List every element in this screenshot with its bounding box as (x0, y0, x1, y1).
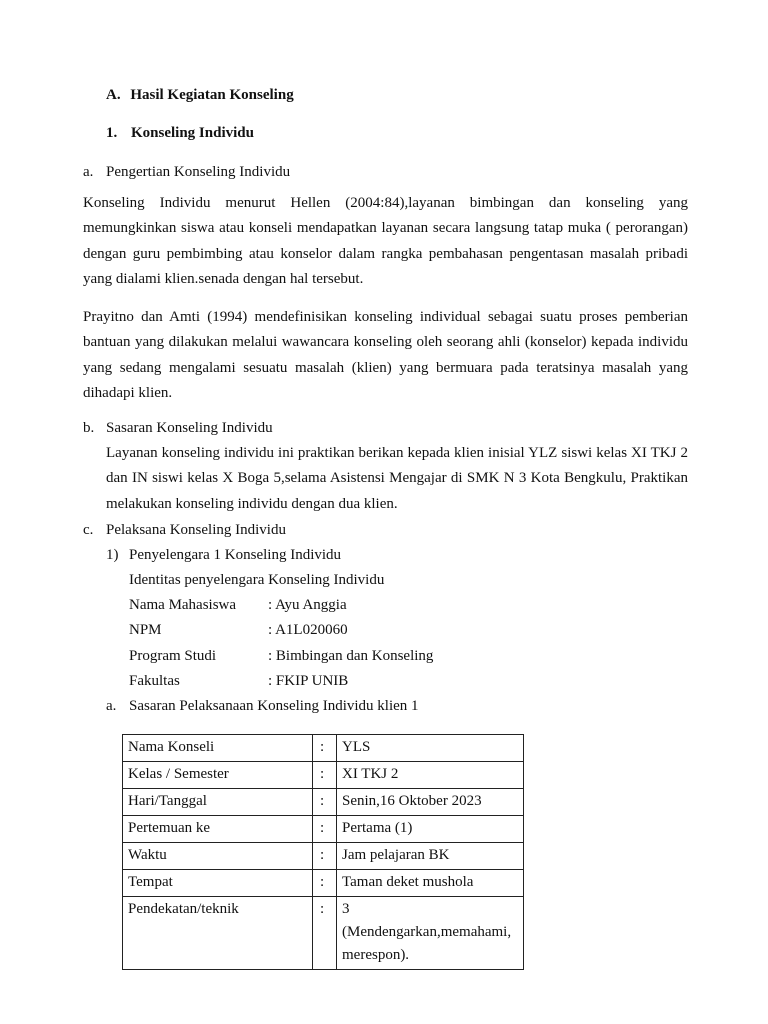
identity-value: : Ayu Anggia (268, 597, 347, 613)
item-b-heading (83, 420, 273, 437)
sub-item-1-title: Penyelengara 1 Konseling Individu (129, 547, 342, 563)
identity-value: : A1L020060 (268, 622, 348, 638)
table-cell-label: Tempat (123, 870, 313, 897)
table-cell-separator: : (313, 735, 337, 762)
identity-value: : FKIP UNIB (268, 673, 349, 689)
table-cell-value: Pertama (1) (337, 816, 524, 843)
section-heading (106, 87, 294, 104)
table-cell-value: Jam pelajaran BK (337, 843, 524, 870)
table-cell-label: Hari/Tanggal (123, 789, 313, 816)
table-row (123, 897, 524, 970)
table-cell-value: XI TKJ 2 (337, 762, 524, 789)
table-cell-separator: : (313, 870, 337, 897)
table-cell-value: 3 (Mendengarkan,memahami, merespon). (337, 897, 524, 970)
section-letter: A. (106, 87, 121, 103)
table-cell-separator: : (313, 816, 337, 843)
table-cell-label: Waktu (123, 843, 313, 870)
table-cell-separator: : (313, 789, 337, 816)
item-c-title: Pelaksana Konseling Individu (106, 522, 286, 538)
sub-item-1-marker: 1) (106, 547, 119, 563)
identity-row (129, 673, 349, 690)
item-c-heading (83, 522, 286, 539)
identity-label: Fakultas (129, 673, 180, 689)
table-cell-label: Nama Konseli (123, 735, 313, 762)
item-a-heading (83, 164, 291, 181)
sub-item-a-marker: a. (106, 698, 117, 714)
table-cell-value: Senin,16 Oktober 2023 (337, 789, 524, 816)
identity-row (129, 597, 347, 614)
item-a-title: Pengertian Konseling Individu (106, 164, 291, 180)
item-a-paragraph-2: Prayitno dan Amti (1994) mendefinisikan konseling individual sebagai suatu proses pemberian bantuan yang dilakukan melalui wawancara konseling oleh seorang ahli (konselor) kepada individu yang sedang mengalami sesuatu masalah (klien) yang bermuara pada teratsinya masalah yang dihadapi klien. (83, 309, 688, 401)
subheading-title: Konseling Individu (131, 125, 254, 141)
item-a-paragraph-1: Konseling Individu menurut Hellen (2004:84),layanan bimbingan dan konseling yang memungkinkan siswa atau konseli mendapatkan layanan secara langsung tatap muka ( perorangan) dengan guru pembimbing atau konselor dalam rangka pembahasan pengentasan masalah pribadi yang dialami klien.senada dengan hal tersebut. (83, 195, 688, 287)
subheading (106, 125, 254, 142)
item-b-title: Sasaran Konseling Individu (106, 420, 273, 436)
identity-intro: Identitas penyelengara Konseling Individu (129, 572, 385, 588)
table-cell-separator: : (313, 897, 337, 970)
table-cell-separator: : (313, 843, 337, 870)
identity-row (129, 622, 348, 639)
table-row (123, 789, 524, 816)
table-cell-label: Pendekatan/teknik (123, 897, 313, 970)
item-b-paragraph: Layanan konseling individu ini praktikan berikan kepada klien inisial YLZ siswi kelas XI TKJ 2 dan IN siswi kelas X Boga 5,selama Asistensi Mengajar di SMK N 3 Kota Bengkulu, Praktikan melakukan konseling individu dengan dua klien. (106, 445, 688, 512)
identity-label: Nama Mahasiswa (129, 597, 237, 613)
identity-label: NPM (129, 622, 162, 638)
table-row (123, 762, 524, 789)
table-row (123, 816, 524, 843)
identity-row (129, 648, 434, 665)
sub-item-a-title: Sasaran Pelaksanaan Konseling Individu klien 1 (129, 698, 419, 714)
counseling-info-table (122, 734, 524, 970)
identity-label: Program Studi (129, 648, 217, 664)
table-cell-separator: : (313, 762, 337, 789)
subheading-number: 1. (106, 125, 118, 141)
section-title: Hasil Kegiatan Konseling (130, 87, 294, 103)
sub-item-a-heading (106, 698, 419, 715)
item-a-marker: a. (83, 164, 94, 180)
table-row (123, 870, 524, 897)
table-row (123, 735, 524, 762)
table-cell-value: Taman deket mushola (337, 870, 524, 897)
identity-value: : Bimbingan dan Konseling (268, 648, 434, 664)
table-cell-label: Pertemuan ke (123, 816, 313, 843)
table-row (123, 843, 524, 870)
table-cell-value: YLS (337, 735, 524, 762)
item-b-marker: b. (83, 420, 95, 436)
table-cell-label: Kelas / Semester (123, 762, 313, 789)
item-c-marker: c. (83, 522, 94, 538)
sub-item-1-heading (106, 547, 342, 564)
